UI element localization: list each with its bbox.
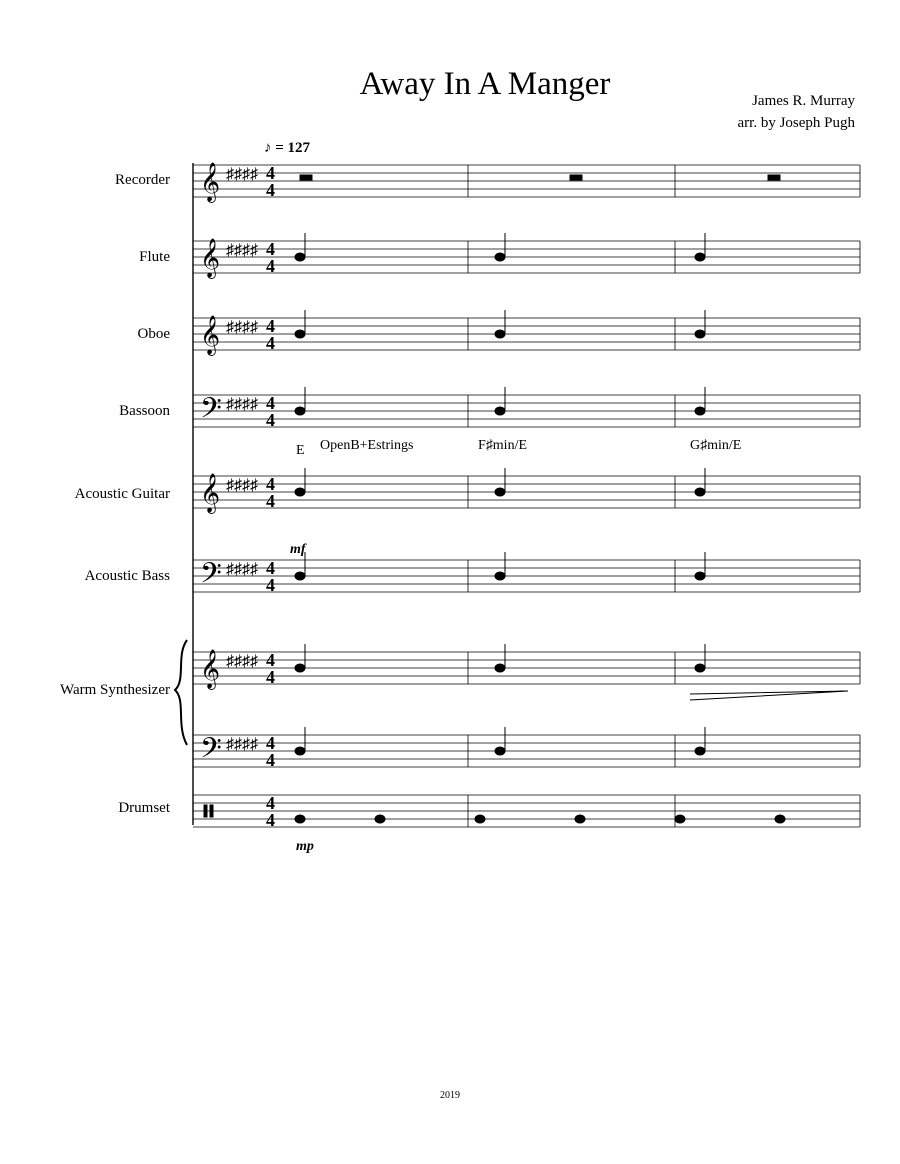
time-sig-top: 4: [266, 558, 275, 578]
staff: [193, 795, 860, 827]
notehead: [495, 488, 505, 496]
staff: [193, 165, 860, 197]
footer-year: 2019: [440, 1090, 460, 1101]
time-sig-top: 4: [266, 793, 275, 813]
notehead: [695, 747, 705, 755]
arranger-credit: arr. by Joseph Pugh: [737, 115, 855, 131]
key-signature: ♯♯♯♯: [226, 736, 258, 753]
chord-symbol: F♯min/E: [478, 438, 528, 453]
notehead: [695, 664, 705, 672]
time-sig-bottom: 4: [266, 575, 275, 595]
notehead: [295, 488, 305, 496]
drum-notehead: [375, 815, 385, 823]
key-signature: ♯♯♯♯: [226, 653, 258, 670]
dynamic-mf: mf: [290, 542, 306, 557]
time-sig-bottom: 4: [266, 810, 275, 830]
notehead: [295, 664, 305, 672]
instrument-label-acoustic-guitar: Acoustic Guitar: [74, 486, 170, 502]
notehead: [495, 253, 505, 261]
instrument-label-acoustic-bass: Acoustic Bass: [84, 568, 170, 584]
staff: [193, 395, 860, 427]
decrescendo-hairpin: [690, 691, 848, 700]
time-sig-top: 4: [266, 316, 275, 336]
notehead: [495, 747, 505, 755]
instrument-label-bassoon: Bassoon: [119, 403, 170, 419]
drum-notehead: [295, 815, 305, 823]
chord-symbol: E: [296, 443, 305, 458]
notehead: [295, 572, 305, 580]
time-sig-top: 4: [266, 650, 275, 670]
staff: [193, 241, 860, 273]
notehead: [695, 253, 705, 261]
drum-notehead: [575, 815, 585, 823]
time-sig-top: 4: [266, 733, 275, 753]
chord-symbol: OpenB+Estrings: [320, 438, 414, 453]
staff: [193, 476, 860, 508]
drum-notehead: [775, 815, 785, 823]
notehead: [295, 747, 305, 755]
time-sig-bottom: 4: [266, 180, 275, 200]
whole-rest: [768, 175, 780, 180]
instrument-label-warm-synthesizer: Warm Synthesizer: [59, 682, 170, 698]
key-signature: ♯♯♯♯: [226, 166, 258, 183]
time-sig-bottom: 4: [266, 491, 275, 511]
time-sig-top: 4: [266, 163, 275, 183]
treble-clef: 𝄞: [200, 317, 221, 354]
notehead: [295, 330, 305, 338]
treble-clef: 𝄞: [200, 475, 221, 512]
percussion-clef: [204, 805, 207, 817]
staff: [193, 560, 860, 592]
staff: [193, 318, 860, 350]
whole-rest: [300, 175, 312, 180]
drum-notehead: [675, 815, 685, 823]
bass-clef: 𝄢: [200, 734, 222, 771]
time-sig-bottom: 4: [266, 750, 275, 770]
notehead: [295, 253, 305, 261]
tempo-marking: ♪ = 127: [264, 140, 311, 156]
bass-clef: 𝄢: [200, 559, 222, 596]
brace: [175, 640, 187, 745]
percussion-clef: [210, 805, 213, 817]
instrument-label-recorder: Recorder: [115, 172, 170, 188]
key-signature: ♯♯♯♯: [226, 561, 258, 578]
drum-notehead: [475, 815, 485, 823]
notehead: [695, 330, 705, 338]
key-signature: ♯♯♯♯: [226, 477, 258, 494]
time-sig-top: 4: [266, 474, 275, 494]
key-signature: ♯♯♯♯: [226, 319, 258, 336]
instrument-label-oboe: Oboe: [137, 326, 170, 342]
notehead: [295, 407, 305, 415]
time-sig-top: 4: [266, 393, 275, 413]
time-sig-bottom: 4: [266, 410, 275, 430]
staff: [193, 652, 860, 684]
whole-rest: [570, 175, 582, 180]
treble-clef: 𝄞: [200, 164, 221, 201]
time-sig-top: 4: [266, 239, 275, 259]
chord-symbol: G♯min/E: [690, 438, 742, 453]
key-signature: ♯♯♯♯: [226, 242, 258, 259]
time-sig-bottom: 4: [266, 667, 275, 687]
notehead: [495, 572, 505, 580]
time-sig-bottom: 4: [266, 256, 275, 276]
time-sig-bottom: 4: [266, 333, 275, 353]
staff: [193, 735, 860, 767]
notehead: [695, 488, 705, 496]
instrument-label-flute: Flute: [139, 249, 170, 265]
notehead: [695, 572, 705, 580]
treble-clef: 𝄞: [200, 240, 221, 277]
notehead: [495, 330, 505, 338]
key-signature: ♯♯♯♯: [226, 396, 258, 413]
treble-clef: 𝄞: [200, 651, 221, 688]
notehead: [495, 407, 505, 415]
composer-credit: James R. Murray: [752, 93, 855, 109]
instrument-label-drumset: Drumset: [118, 800, 170, 816]
notehead: [695, 407, 705, 415]
notehead: [495, 664, 505, 672]
bass-clef: 𝄢: [200, 394, 222, 431]
dynamic-mp: mp: [296, 839, 314, 854]
score-title: Away In A Manger: [359, 66, 611, 102]
